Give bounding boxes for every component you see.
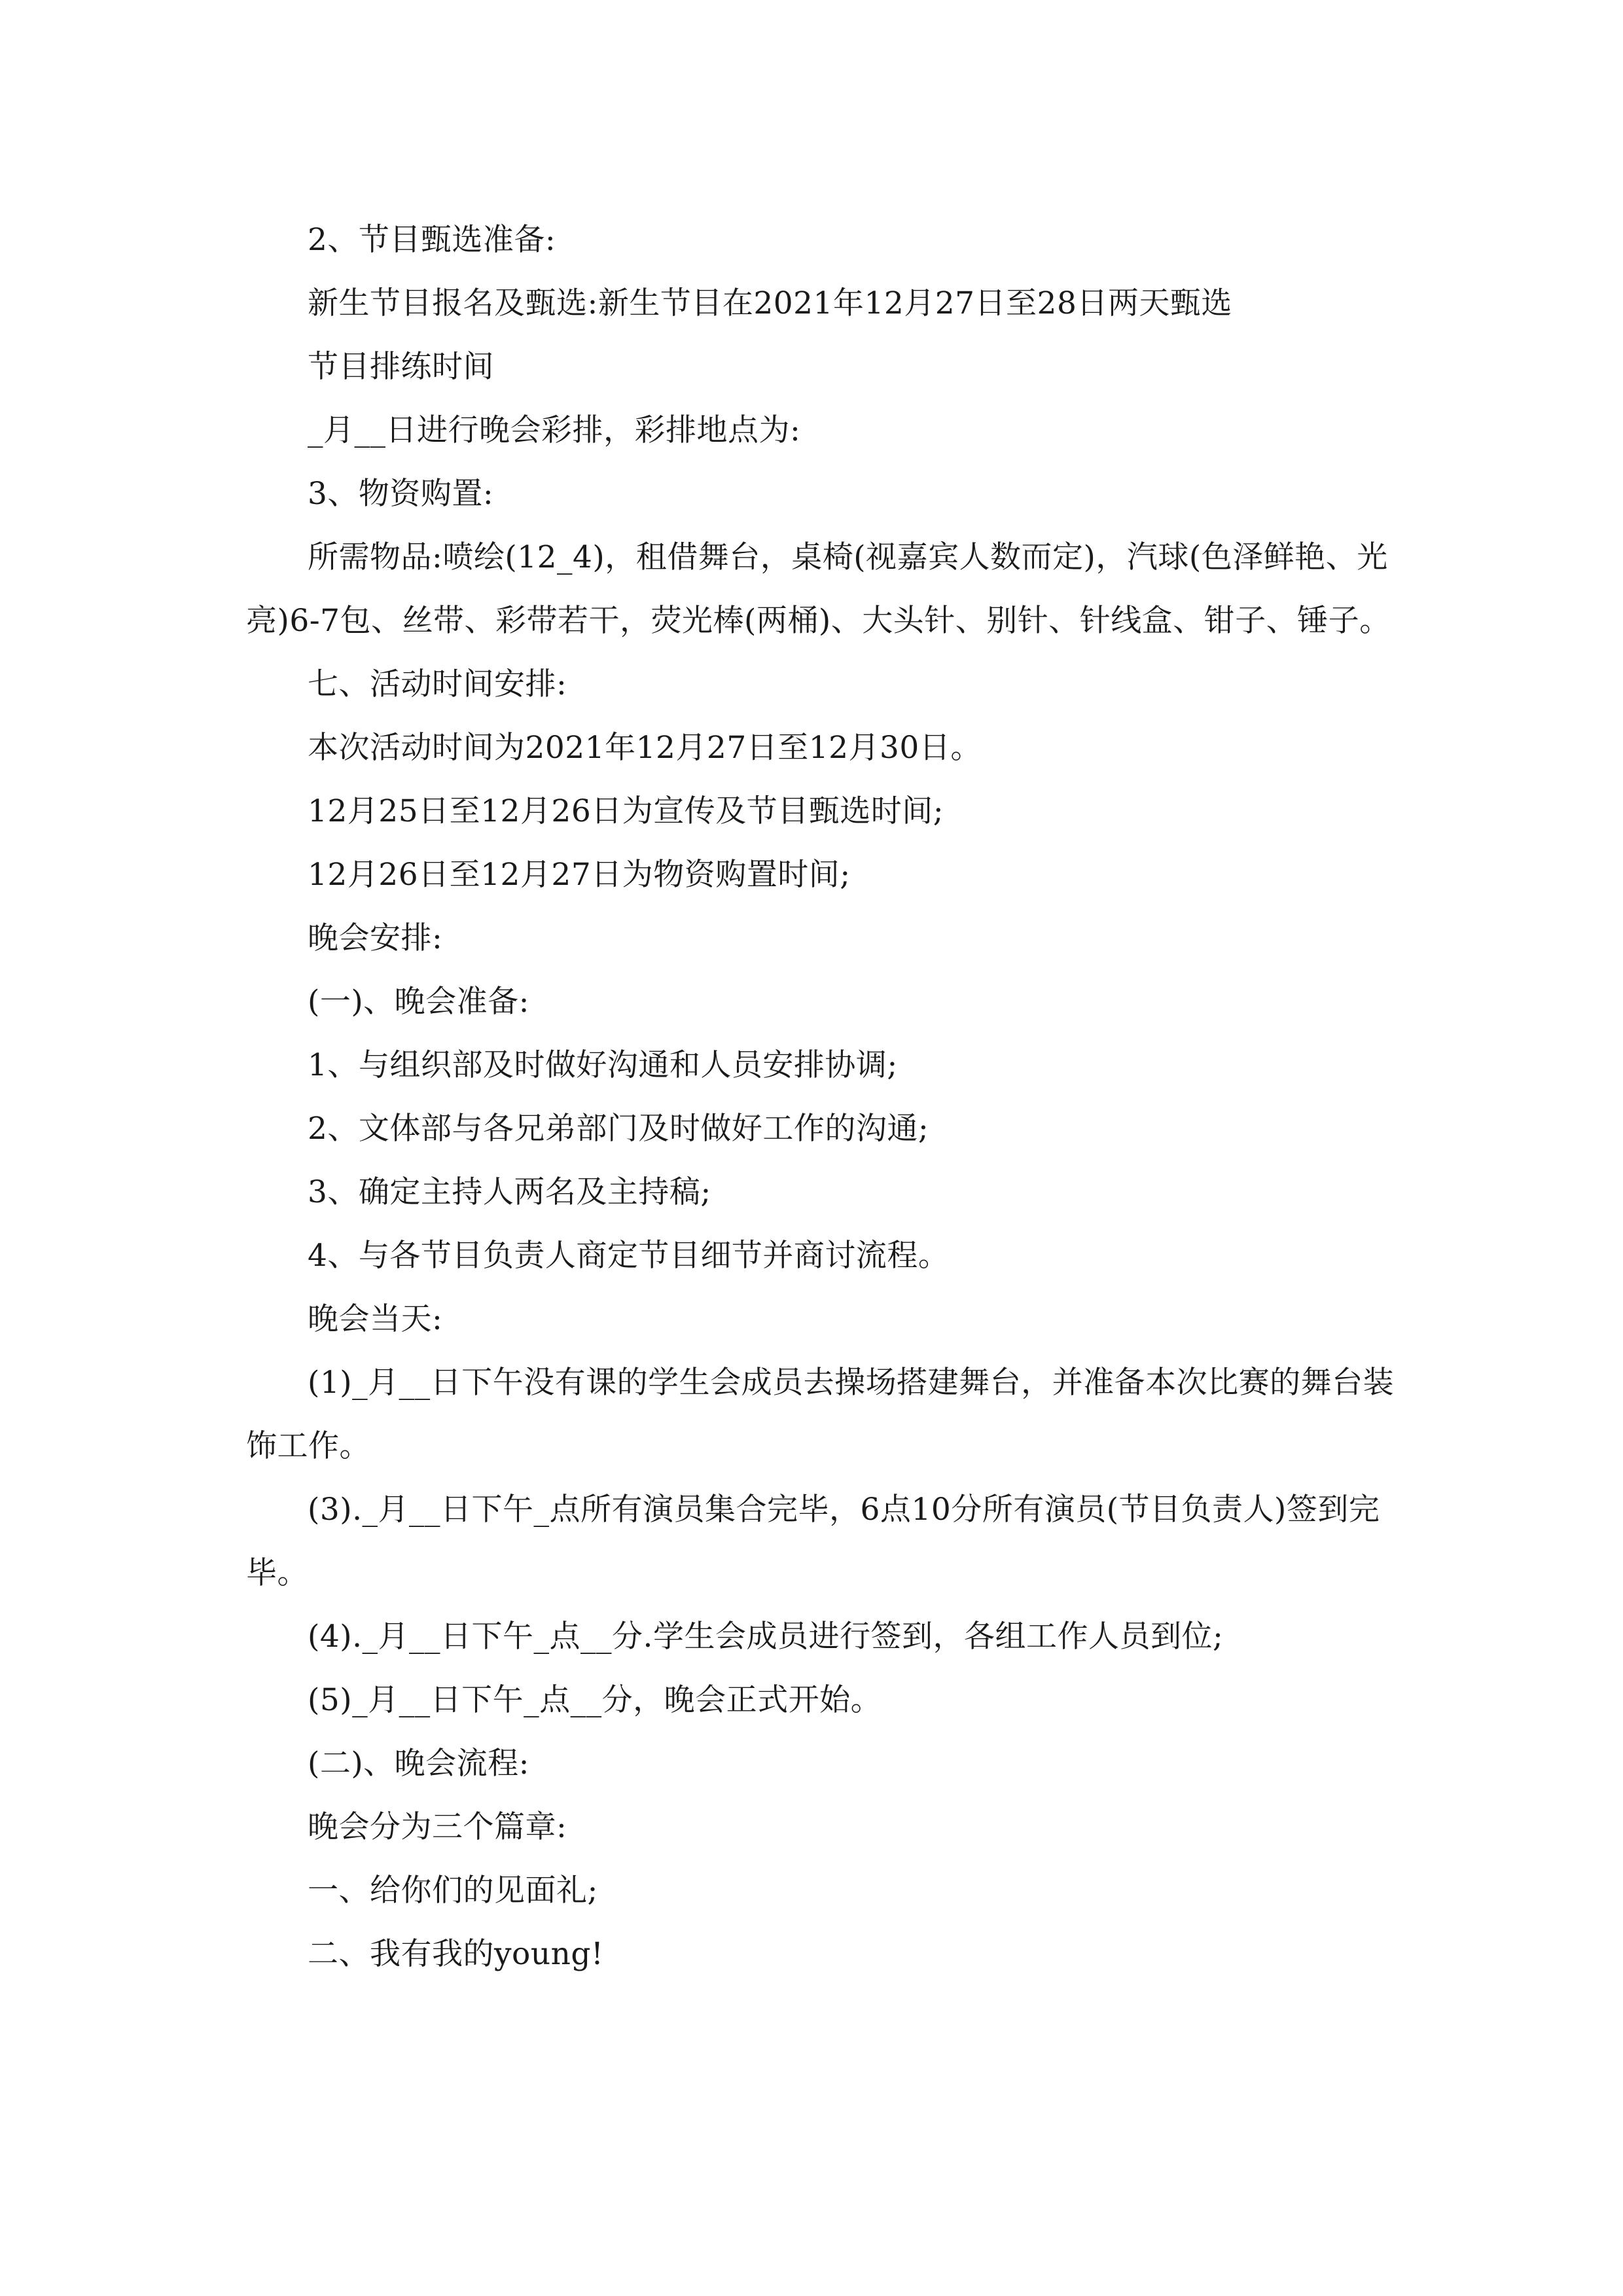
paragraph: 晚会分为三个篇章: — [308, 1809, 567, 1845]
paragraph: (4)._月__日下午_点__分.学生会成员进行签到，各组工作人员到位; — [308, 1619, 1224, 1655]
paragraph: 1、与组织部及时做好沟通和人员安排协调; — [308, 1047, 898, 1083]
paragraph: 3、确定主持人两名及主持稿; — [308, 1174, 711, 1210]
paragraph: (5)_月__日下午_点__分，晚会正式开始。 — [308, 1682, 882, 1718]
paragraph: 晚会安排: — [308, 920, 443, 956]
paragraph: 3、物资购置: — [308, 476, 494, 512]
paragraph: (一)、晚会准备: — [308, 984, 530, 1020]
paragraph: 2、文体部与各兄弟部门及时做好工作的沟通; — [308, 1111, 929, 1147]
document-body — [246, 208, 1404, 1986]
paragraph: (二)、晚会流程: — [308, 1746, 530, 1782]
paragraph: 4、与各节目负责人商定节目细节并商讨流程。 — [308, 1238, 950, 1274]
paragraph: 12月26日至12月27日为物资购置时间; — [308, 857, 851, 893]
paragraph: 一、给你们的见面礼; — [308, 1873, 598, 1909]
paragraph: 节目排练时间 — [308, 349, 494, 385]
paragraph: 2、节目甄选准备: — [308, 222, 556, 258]
paragraph: (1)_月__日下午没有课的学生会成员去操场搭建舞台，并准备本次比赛的舞台装饰工作。 — [246, 1365, 1395, 1464]
paragraph: _月__日进行晚会彩排，彩排地点为: — [308, 412, 801, 448]
paragraph: (3)._月__日下午_点所有演员集合完毕，6点10分所有演员(节目负责人)签到完毕。 — [246, 1492, 1380, 1591]
paragraph: 本次活动时间为2021年12月27日至12月30日。 — [308, 730, 982, 766]
paragraph: 12月25日至12月26日为宣传及节目甄选时间; — [308, 793, 944, 829]
paragraph: 二、我有我的young! — [308, 1936, 604, 1972]
paragraph: 新生节目报名及甄选:新生节目在2021年12月27日至28日两天甄选 — [308, 285, 1232, 321]
paragraph: 所需物品:喷绘(12_4)，租借舞台，桌椅(视嘉宾人数而定)，汽球(色泽鲜艳、光亮)6-7包、丝带、彩带若干，荧光棒(两桶)、大头针、别针、针线盒、钳子、锤子。 — [246, 539, 1391, 639]
paragraph: 晚会当天: — [308, 1301, 443, 1337]
paragraph: 七、活动时间安排: — [308, 666, 567, 702]
